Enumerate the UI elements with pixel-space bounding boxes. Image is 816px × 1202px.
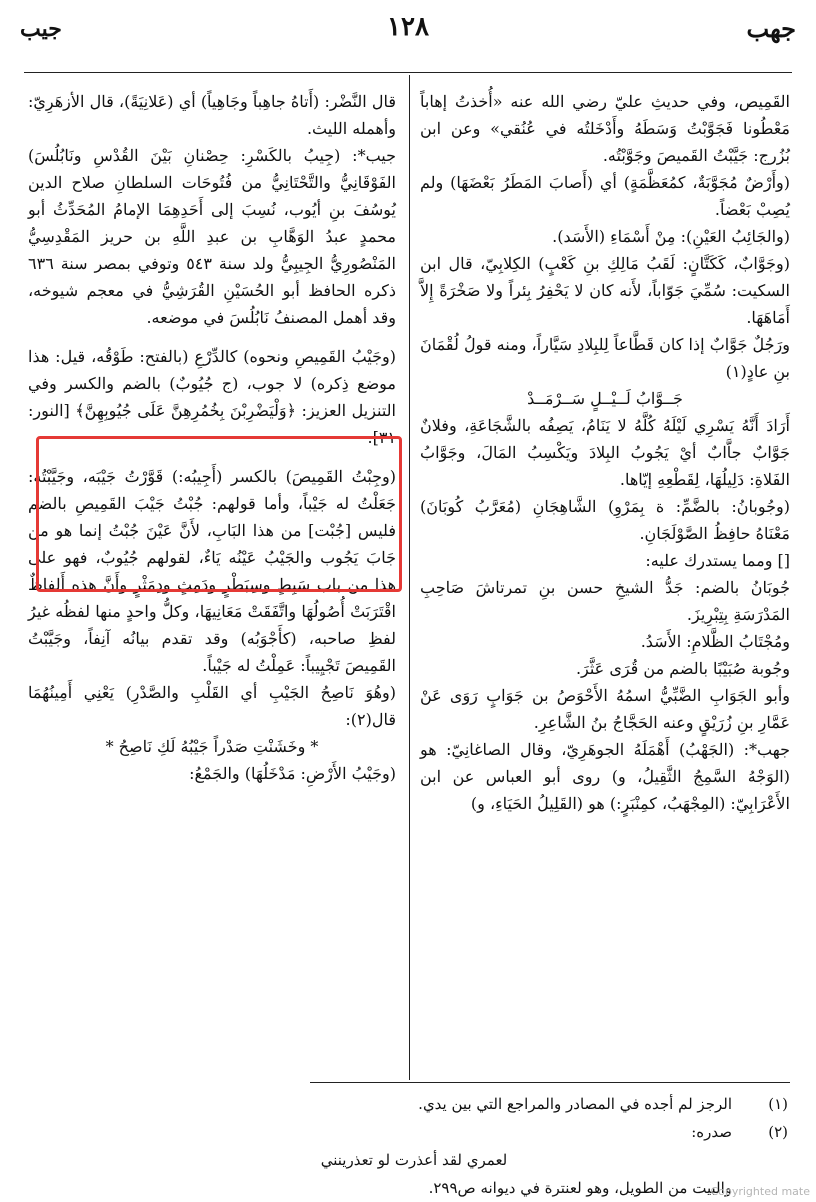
paragraph: القَمِيص، وفي حديثِ عليّ رضي الله عنه «أُخذتُ إهاباً مَعْطُونا فَجَوَّبْتُ وَسَطَهُ وأَدْخَلتُه في عُنُقي» وعن ابن بُزُرج: جَيَّبْتُ القَميصَ وجَوَّبْتُه.	[420, 92, 790, 165]
paragraph: قال النَّضْر: (أَتاهُ جاهِباً وجَاهِياً) أي (عَلانِيَةً)، قال الأزهَرِيّ: وأهمله الليث.	[28, 92, 396, 138]
paragraph: (وجُوبانُ: بالضَّمِّ: ة بِمَرْوِ) الشَّاهِجَانِ (مُعَرَّبُ كُوبَانَ) مَعْنَاهُ حافِظُ الصَّوْلَجَانِ.	[420, 497, 790, 543]
running-head-right: جهب	[746, 14, 796, 43]
paragraph: أَرَادَ أَنَّهُ يَسْرِي لَيْلَهُ كُلَّهُ لا يَنَامُ، يَصِفُه بالشَّجَاعَةِ، وفلانٌ جَوَّابٌ جاَّابٌ أيْ يَجُوبُ البِلادَ ويَكْسِبُ المَالَ، وجَوَّابُ الفَلاةِ: دَلِيلُهَا، لِقَطْعِهِ إيّاها.	[420, 416, 790, 489]
paragraph: [] ومما يستدرك عليه:	[645, 551, 790, 570]
paragraph: ورَجُلٌ جَوَّابٌ إذا كان قَطَّاعاً لِلبِلادِ سَيَّاراً، ومنه قولُ لُقْمَانَ بنِ عادٍ(١)	[420, 335, 790, 381]
paragraph: (وأَرْضٌ مُجَوَّبَةٌ، كمُعَظَّمَةٍ) أي (أَصابَ المَطَرُ بَعْضَهَا) ولم يُصِبْ بَعْضاً.	[420, 173, 790, 219]
verse-line: جَــوَّابُ لَــيْــلٍ سَــرْمَــدْ	[527, 389, 683, 408]
paragraph: وجُوبة صُبَيْبًا بالضم من قُرَى عَثَّرَ.	[575, 659, 790, 678]
paragraph: ومُجْتَابُ الظَّلامِ: الأَسَدُ.	[640, 632, 790, 651]
footnote-number: (١)	[768, 1095, 788, 1113]
paragraph: (وهُوَ نَاصِحُ الجَيْبِ أي القَلْبِ والصَّدْرِ) يَعْنِي أَمِينُهُمَا قال(٢):	[28, 683, 396, 729]
footnote-rule	[310, 1082, 790, 1083]
footnotes	[40, 1090, 788, 1202]
footnote-number: (٢)	[768, 1123, 788, 1141]
header-rule	[24, 72, 792, 73]
paragraph: وأبو الجَوَابِ الضَّبِّيُّ اسمُهُ الأَحْوَصُ بن جَوَابٍ رَوَى عَنْ عَمَّارِ بنِ زُرَيْقٍ وعنه الحَجَّاجُ بنُ الشَّاعِرِ.	[420, 686, 790, 732]
column-divider	[409, 75, 410, 1080]
entry-jyb: جيب*: (جِيبُ بالكَسْرِ: حِصْنانِ بَيْنَ القُدْسِ ونَابُلُسَ) الفَوْقَانِيُّ والتَّحْتَانِيُّ من فُتُوحَات السلطانِ صلاح الدين يُوسُفَ بنِ أيُوب، نُسِبَ إلى أَحَدِهِمَا الإمامُ المُحَدِّثُ أبو محمدٍ عبدُ الوَهَّابِ بن عبدِ اللَّهِ بن حريز المَقْدِسِيُّ المَنْصُورِيُّ الجِيبِيُّ ولد سنة ٥٤٣ وتوفي بمصر سنة ٦٣٦ ذكره الحافظ أبو الحُسَيْنِ القُرَشِيُّ في معجم شيوخه، وقد أهمل المصنفُ نَابُلُسَ في موضعه.	[28, 146, 396, 327]
footnote-text: صدره:	[691, 1123, 732, 1141]
footnote-continuation: والبيت من الطويل، وهو لعنترة في ديوانه ص٢٩٩.	[428, 1179, 732, 1197]
footnote-text: الرجز لم أجده في المصادر والمراجع التي بين يدي.	[418, 1095, 732, 1113]
running-head-left: جيب	[20, 16, 62, 42]
highlight-box	[36, 436, 402, 592]
footnote-2	[40, 1118, 788, 1146]
watermark: Copyrighted mate	[710, 1185, 810, 1198]
page-number: ١٢٨	[387, 12, 429, 42]
highlighted-paragraph: (وجَيْبُ القَمِيصِ ونحوه) كالدِّرْعِ (بالفتح: طَوْقُه، قيل: هذا موضع ذِكره) لا جوب، (ج جُيُوبٌ) بالضم والكسر وفي التنزيل العزيز: ﴿وَلْيَضْرِبْنَ بِخُمُرِهِنَّ عَلَى جُيُوبِهِنَّ﴾ [النور: ٣١].	[28, 347, 396, 447]
paragraph: (وجَوَّابٌ، كَكَتَّانٍ: لَقَبُ مَالِكِ بنِ كَعْبٍ) الكِلابِيّ، قال ابن السكيت: سُمِّيَ جَوّاباً، لأَنه كان لا يَحْفِرُ بِئراً ولا صَخْرَةً إِلاَّ أَمَاهَهَا.	[420, 254, 790, 327]
entry-jhb: جهب*: (الجَهْبُ) أَهْمَلَهُ الجوهَرِيّ، وقال الصاغانِيّ: هو (الوَجْهُ السَّمِجُ الثَّقِيلُ، و) روى أبو العباس عن ابن الأَعْرَابِيّ: (المِجْهَبُ، كمِنْبَرٍ:) هو (القَلِيلُ الحَيَاءِ، و)	[420, 740, 790, 813]
paragraph: (وجَيْبُ الأَرْضِ: مَدْخَلُهَا) والجَمْعُ:	[189, 764, 396, 783]
footnote-verse: لعمري لقد أعذرت لو تعذرينني	[320, 1151, 508, 1169]
verse-line: * وخَشَنْتِ صَدْراً جَيْبُهُ لَكِ نَاصِحُ *	[105, 737, 319, 756]
paragraph: جُوبَانُ بالضم: جَدُّ الشيخِ حسن بنِ تمرتاشَ صَاحِبِ المَدْرَسَةِ بِتِبْرِيزَ.	[420, 578, 791, 624]
paragraph: (والجَائِبُ العَيْنِ): مِنْ أَسْمَاءِ (الأَسَد).	[552, 227, 790, 246]
page-header	[20, 10, 796, 58]
paragraph: (وجِبْتُ القَمِيصَ) بالكسر (أَجِيبُه:) قَوَّرْتُ جَيْبَه، وجَيَّبْتُه: جَعَلْتُ له جَيْباً، وأما قولهم: جُبْتُ جَيْبَ القَمِيصِ بالضم فليس [جُبْت] من هذا البَابِ، لأَنَّ عَيْنَ جُبْتُ إنما هو من جَابَ يَجُوب والجَيْبُ عَيْنُه يَاءٌ، لقولهم جُيُوبٌ، فهو على هذا من باب سَبِطٍ وسِبَطْرٍ ودَمِثٍ ودِمَثْرٍ وأَنَّ هذه أَلفاظٌ اقْتَرَبَتْ أُصُولُهَا واتَّفَقَتْ مَعَانِيهَا، وكلُّ واحدٍ منها لفظُه غيرُ لفظِ صاحبه، (كأَجْوَبُه) وقد تقدم بيانُه آنِفاً، وجَيَّبْتُ القَمِيصَ تَجْيِيباً: عَمِلْتُ له جَيْباً.	[28, 467, 396, 675]
footnote-1	[40, 1090, 788, 1118]
right-column	[420, 88, 790, 817]
